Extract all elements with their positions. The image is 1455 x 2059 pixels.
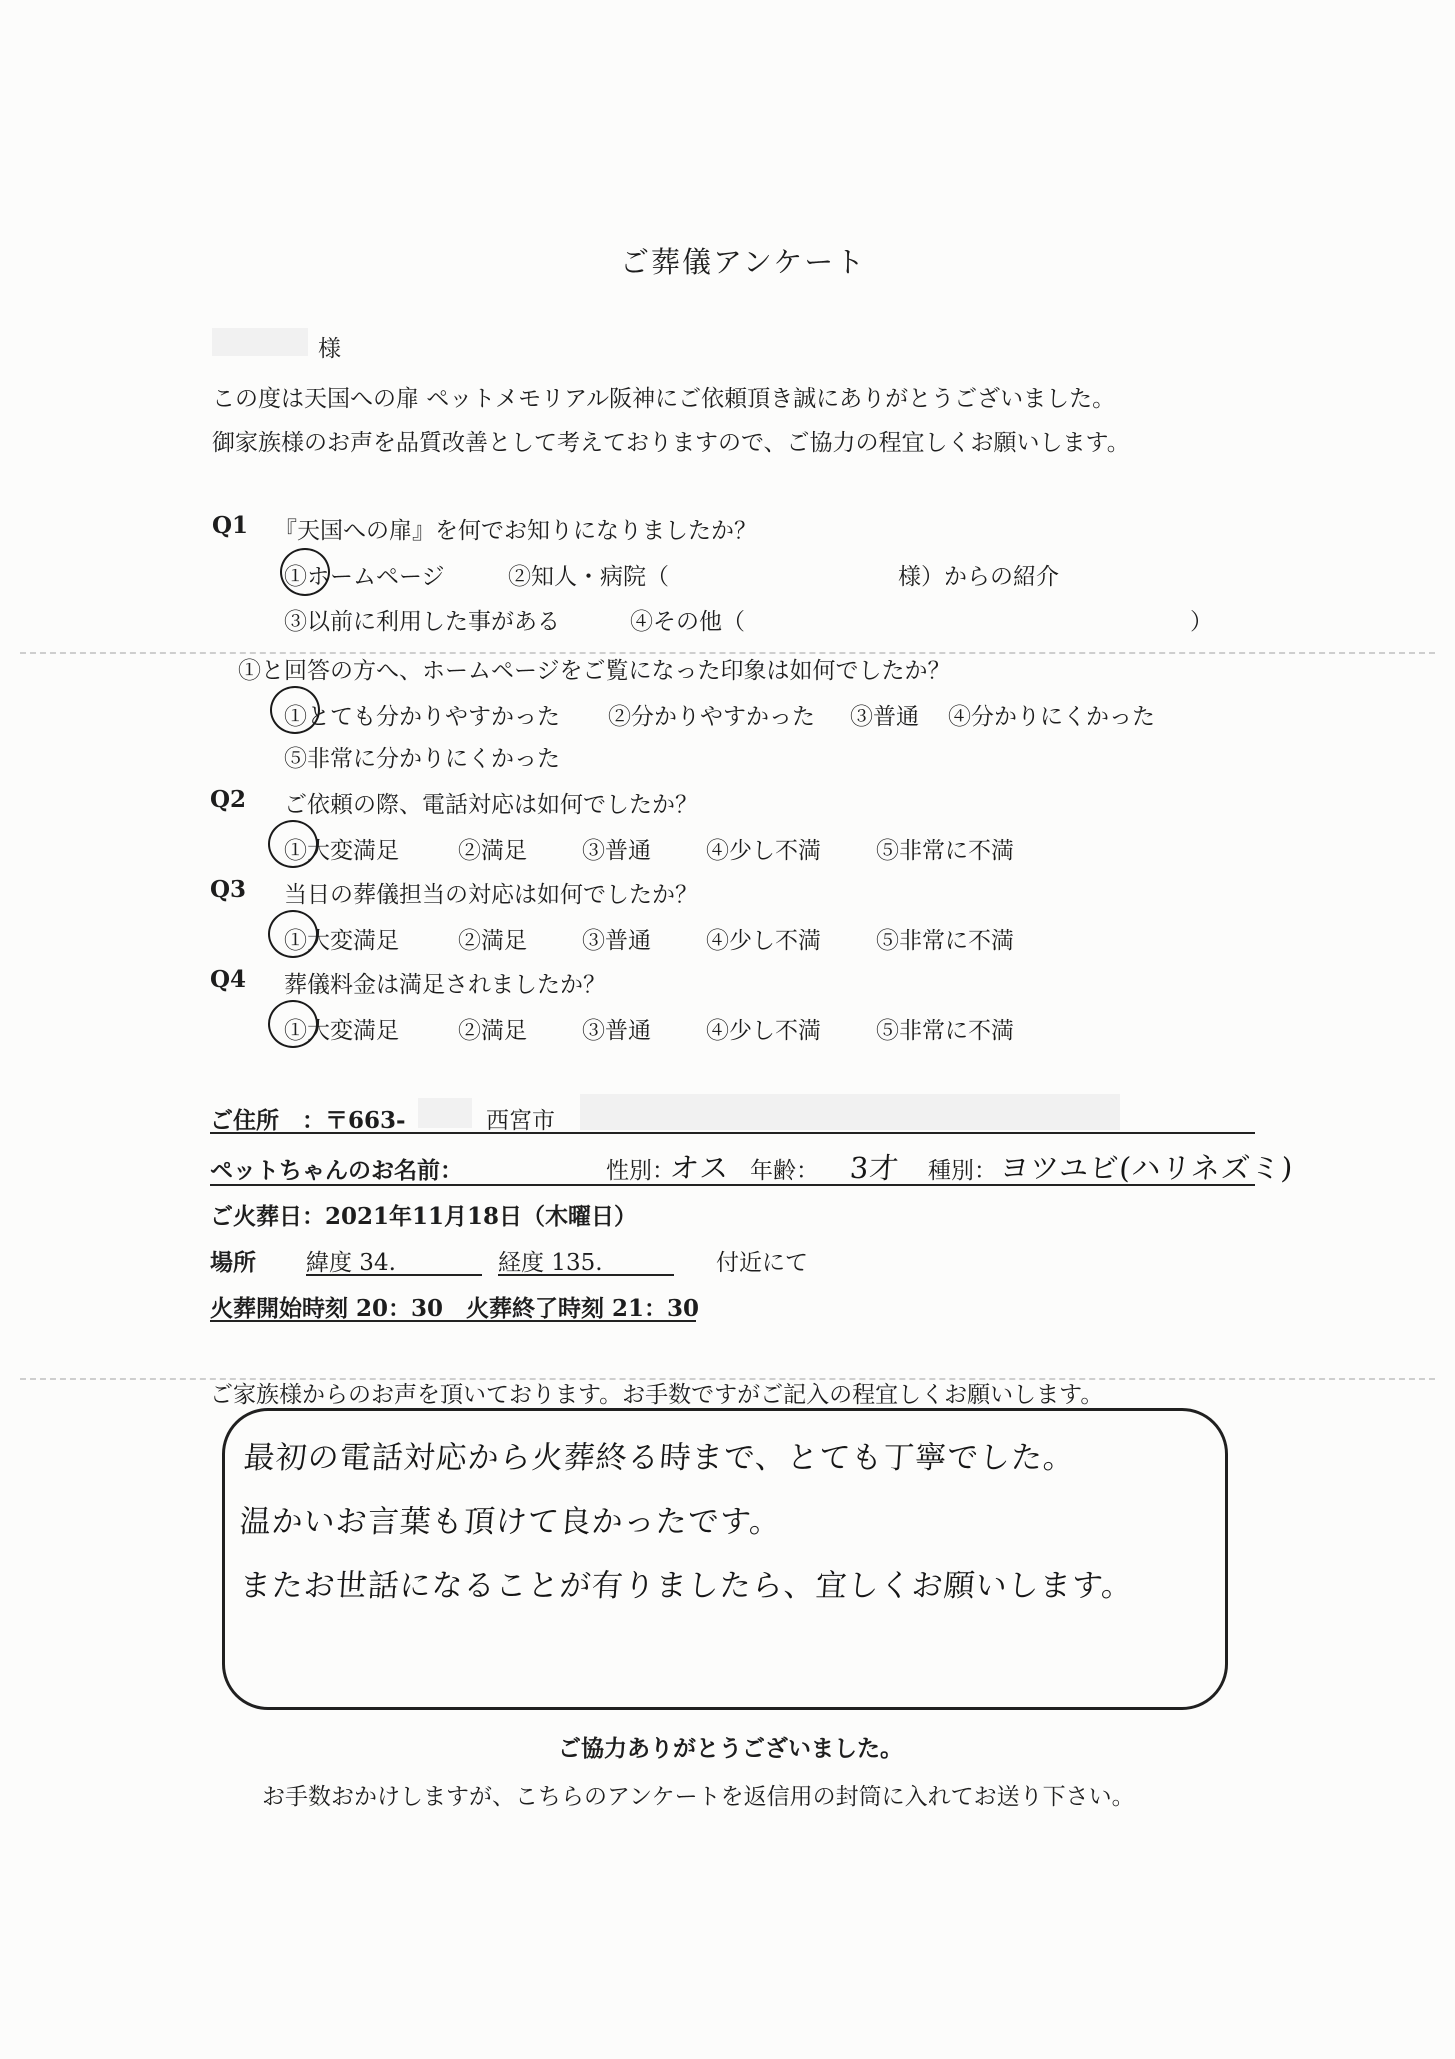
q3-option-3[interactable]: ③普通 xyxy=(582,928,651,954)
q2-option-5[interactable]: ⑤非常に不満 xyxy=(876,838,1014,864)
redacted-name xyxy=(212,328,308,356)
q1-followup-option-1[interactable]: ①とても分かりやすかった xyxy=(284,704,560,730)
sex-label: 性別： xyxy=(606,1158,675,1184)
address-underline xyxy=(210,1132,1255,1134)
honorific: 様 xyxy=(318,336,341,362)
comment-line-2: 温かいお言葉も頂けて良かったです。 xyxy=(238,1504,783,1540)
selected-answer-circle xyxy=(280,548,330,596)
cremation-times: 火葬開始時刻 20：30 火葬終了時刻 21：30 xyxy=(210,1295,700,1322)
pet-name-label: ペットちゃんのお名前： xyxy=(210,1157,463,1184)
q1-followup-question: ①と回答の方へ、ホームページをご覧になった印象は如何でしたか？ xyxy=(238,658,951,684)
longitude: 経度 135. xyxy=(498,1250,603,1276)
q2-option-3[interactable]: ③普通 xyxy=(582,838,651,864)
address-label: ご住所 ：〒663- xyxy=(210,1107,406,1134)
q3-label: Q3 xyxy=(210,876,247,903)
q1-label: Q1 xyxy=(212,512,249,539)
age-label: 年齢： xyxy=(750,1158,819,1184)
selected-answer-circle xyxy=(268,820,318,868)
intro-line-2: 御家族様のお声を品質改善として考えておりますので、ご協力の程宜しくお願いします。 xyxy=(212,430,1130,456)
cremation-date: ご火葬日：2021年11月18日（木曜日） xyxy=(210,1203,638,1230)
selected-answer-circle xyxy=(268,1000,318,1048)
address-city: 西宮市 xyxy=(486,1108,555,1134)
q1-option-4[interactable]: ④その他（ xyxy=(630,609,745,635)
age-value: 3才 xyxy=(848,1151,901,1185)
vicinity: 付近にて xyxy=(716,1250,808,1276)
q4-option-5[interactable]: ⑤非常に不満 xyxy=(876,1018,1014,1044)
q1-option-2[interactable]: ②知人・病院（ xyxy=(508,564,669,590)
q2-label: Q2 xyxy=(210,786,247,813)
place-label: 場所 xyxy=(210,1249,256,1276)
redacted-postcode xyxy=(418,1098,472,1128)
pet-underline xyxy=(210,1184,1255,1186)
q4-question: 葬儀料金は満足されましたか？ xyxy=(284,972,606,998)
q2-option-1[interactable]: ①大変満足 xyxy=(284,838,399,864)
intro-line-1: この度は天国への扉 ペットメモリアル阪神にご依頼頂き誠にありがとうございました。 xyxy=(212,386,1116,412)
form-title: ご葬儀アンケート xyxy=(620,245,867,279)
selected-answer-circle xyxy=(270,686,320,734)
q1-followup-option-2[interactable]: ②分かりやすかった xyxy=(608,704,815,730)
q1-question: 『天国への扉』を何でお知りになりましたか？ xyxy=(274,518,757,544)
q1-followup-option-3[interactable]: ③普通 xyxy=(850,704,919,730)
q3-question: 当日の葬儀担当の対応は如何でしたか？ xyxy=(284,882,698,908)
comment-prompt: ご家族様からのお声を頂いております。お手数ですがご記入の程宜しくお願いします。 xyxy=(210,1382,1104,1408)
q1-followup-option-4[interactable]: ④分かりにくかった xyxy=(948,704,1155,730)
q2-option-4[interactable]: ④少し不満 xyxy=(706,838,821,864)
sex-value: オス xyxy=(668,1151,731,1185)
q1-followup-option-5[interactable]: ⑤非常に分かりにくかった xyxy=(284,746,560,772)
q1-option-3[interactable]: ③以前に利用した事がある xyxy=(284,609,560,635)
longitude-underline xyxy=(498,1274,674,1276)
closing-thanks: ご協力ありがとうございました。 xyxy=(558,1735,903,1762)
q1-option-2-suffix: 様）からの紹介 xyxy=(898,564,1059,590)
q1-option-4-close: ） xyxy=(1190,609,1213,635)
q2-question: ご依頼の際、電話対応は如何でしたか？ xyxy=(284,792,698,818)
species-label: 種別： xyxy=(928,1158,997,1184)
times-underline xyxy=(210,1320,696,1322)
latitude-underline xyxy=(306,1274,482,1276)
comment-line-1: 最初の電話対応から火葬終る時まで、とても丁寧でした。 xyxy=(242,1440,1077,1476)
q4-label: Q4 xyxy=(210,966,247,993)
comment-line-3: またお世話になることが有りましたら、宜しくお願いします。 xyxy=(238,1568,1135,1604)
selected-answer-circle xyxy=(268,910,318,958)
q4-option-3[interactable]: ③普通 xyxy=(582,1018,651,1044)
q3-option-2[interactable]: ②満足 xyxy=(458,928,527,954)
q3-option-5[interactable]: ⑤非常に不満 xyxy=(876,928,1014,954)
redacted-address xyxy=(580,1094,1120,1130)
latitude: 緯度 34. xyxy=(306,1250,396,1276)
q1-option-1[interactable]: ①ホームページ xyxy=(284,564,445,590)
q4-option-4[interactable]: ④少し不満 xyxy=(706,1018,821,1044)
q2-option-2[interactable]: ②満足 xyxy=(458,838,527,864)
q3-option-1[interactable]: ①大変満足 xyxy=(284,928,399,954)
species-value: ヨツユビ(ハリネズミ) xyxy=(998,1151,1295,1185)
closing-instruction: お手数おかけしますが、こちらのアンケートを返信用の封筒に入れてお送り下さい。 xyxy=(262,1784,1135,1810)
q4-option-2[interactable]: ②満足 xyxy=(458,1018,527,1044)
q3-option-4[interactable]: ④少し不満 xyxy=(706,928,821,954)
q4-option-1[interactable]: ①大変満足 xyxy=(284,1018,399,1044)
